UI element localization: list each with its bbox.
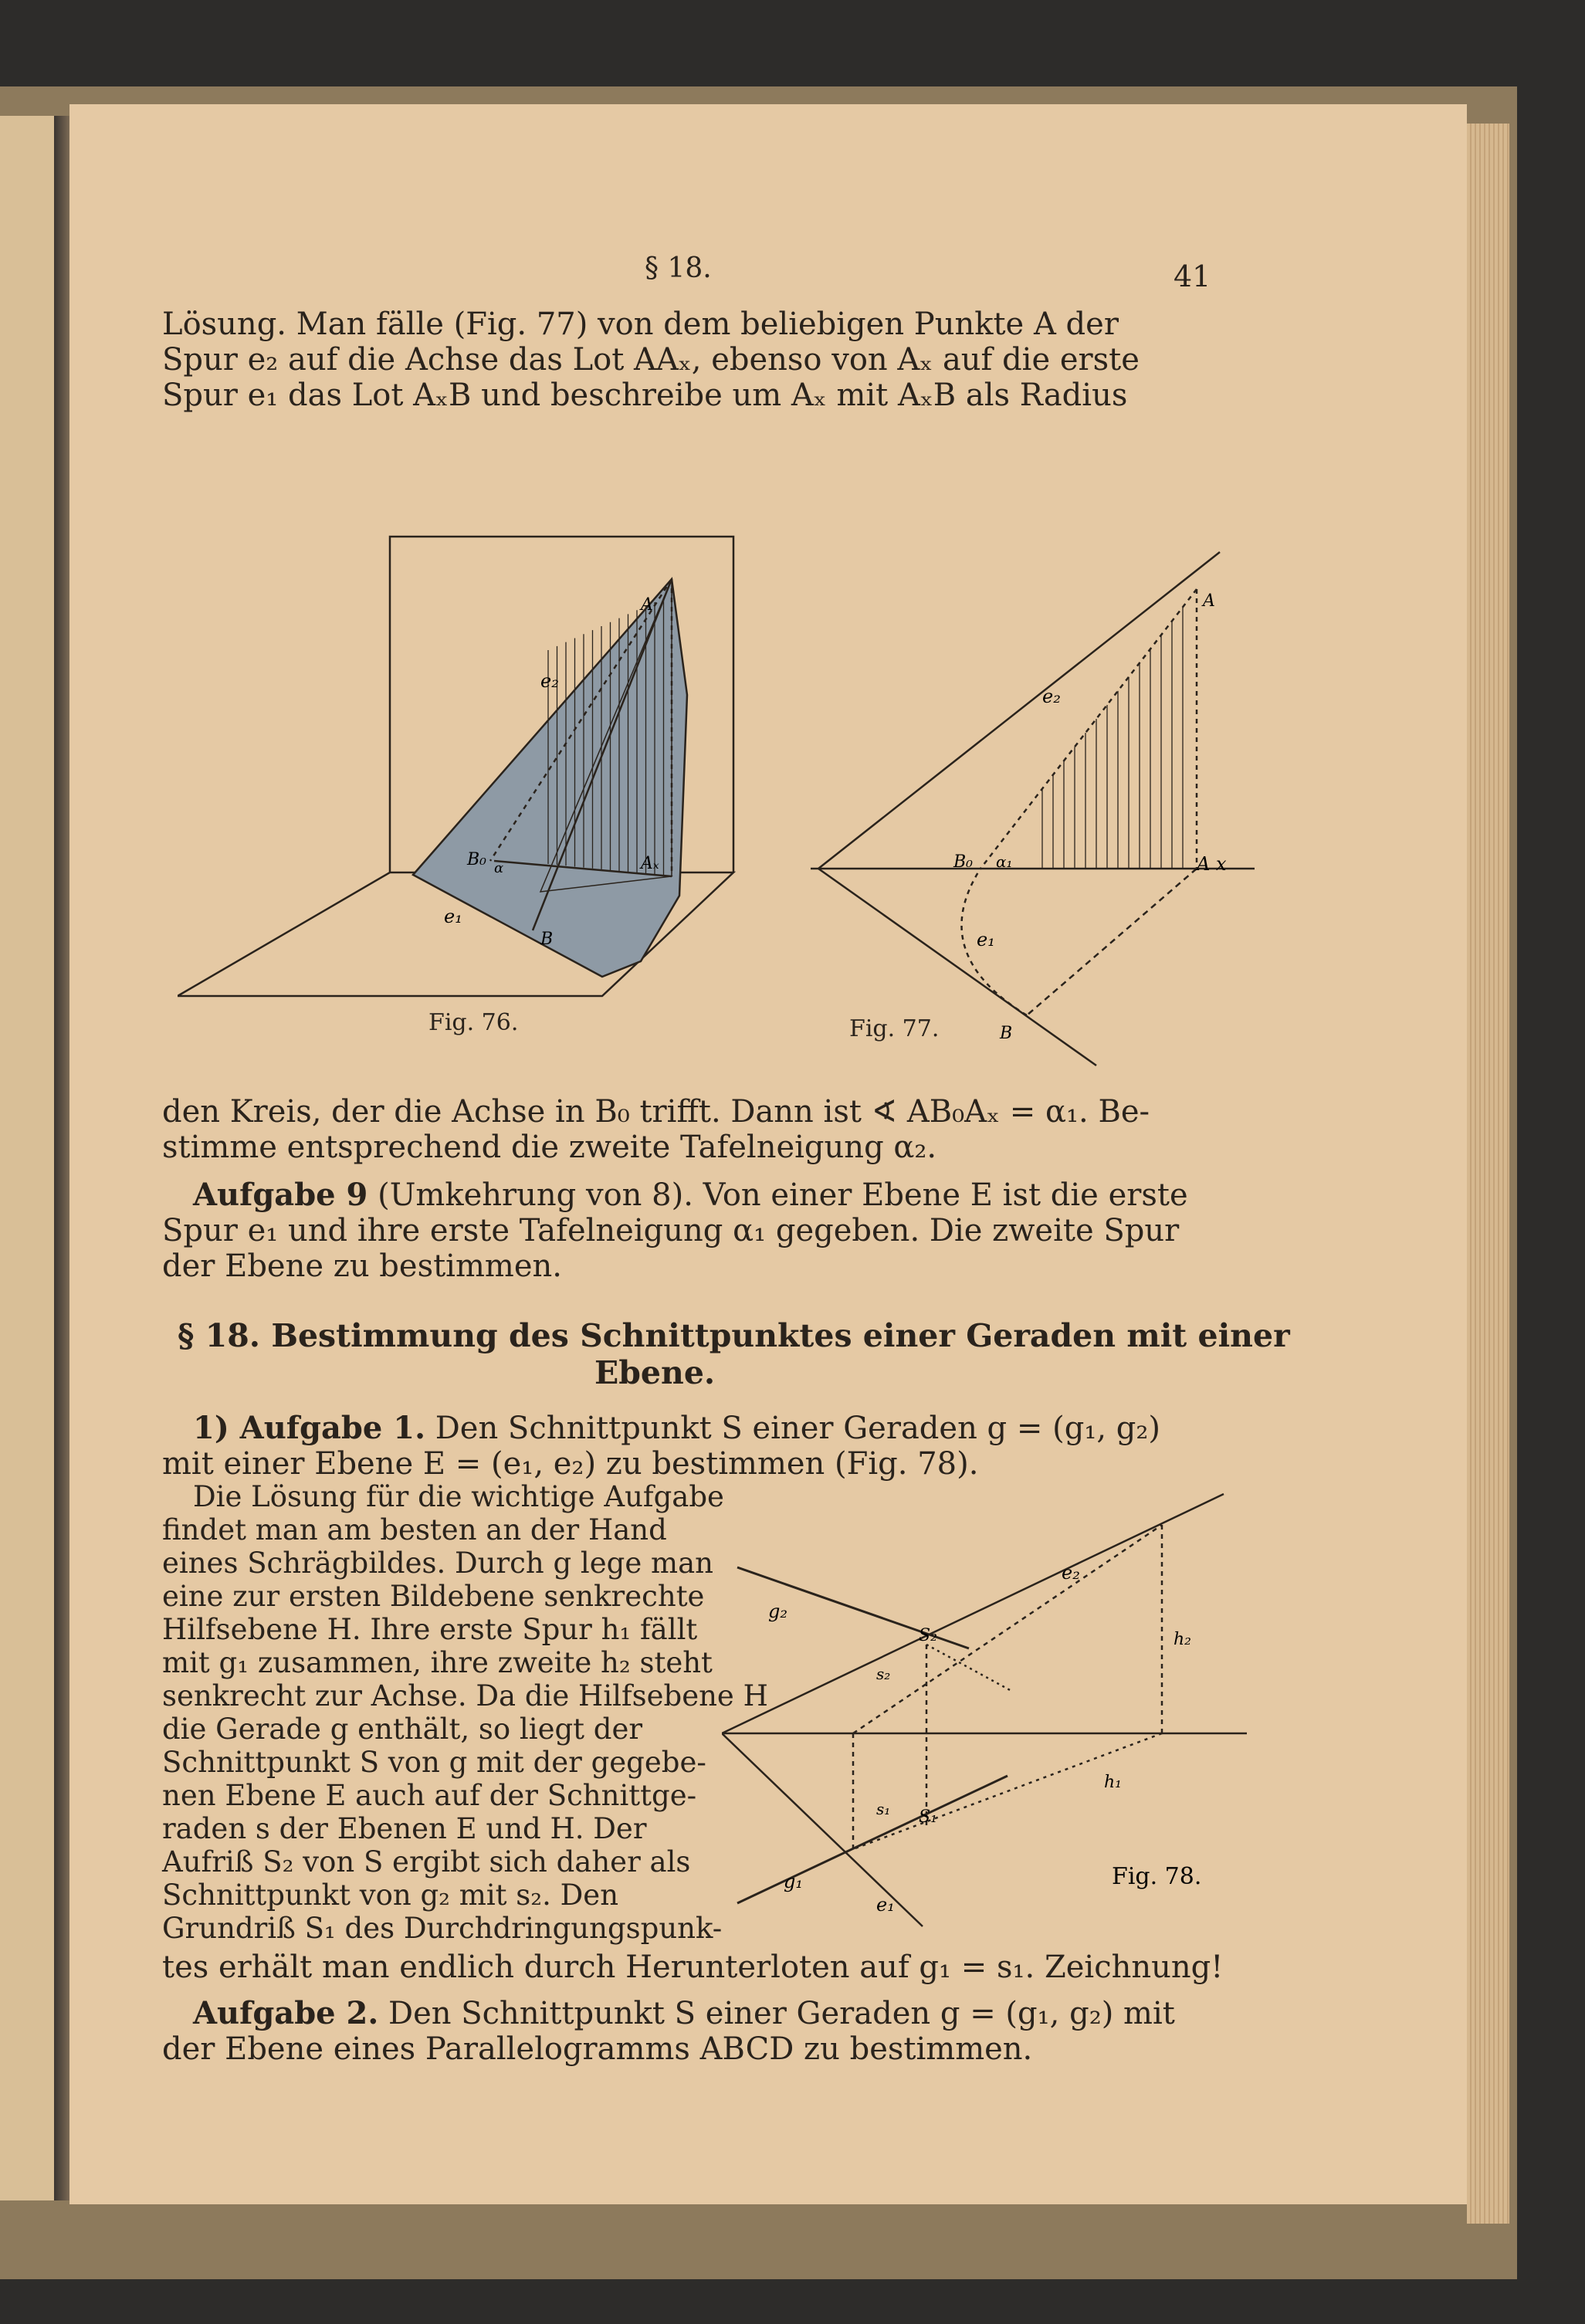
aufgabe9-line-1-text: (Umkehrung von 8). Von einer Ebene E ist die erste [367, 1177, 1188, 1213]
fig78-dotted-line [926, 1645, 1011, 1691]
aufgabe1-narrow-2: findet man am besten an der Hand [162, 1513, 667, 1547]
aufgabe1-narrow-12: Aufriß S₂ von S ergibt sich daher als [162, 1845, 691, 1879]
fig76-label-ax: Aₓ [641, 854, 659, 873]
fig78-drawing [722, 1494, 1247, 1926]
running-header-section: § 18. [645, 252, 712, 284]
book-page [69, 104, 1467, 2204]
after-fig-line-1: den Kreis, der die Achse in B₀ trifft. Dann ist ∢ AB₀Aₓ = α₁. Be- [162, 1094, 1150, 1130]
fig78-e2-line [722, 1494, 1224, 1733]
aufgabe9-line-2: Spur e₁ und ihre erste Tafelneigung α₁ gegeben. Die zweite Spur [162, 1213, 1180, 1248]
fig77-label-ax: A x [1197, 853, 1227, 875]
left-page-edge [0, 116, 54, 2200]
fig77-drawing [811, 552, 1255, 1065]
aufgabe1-narrow-8: die Gerade g enthält, so liegt der [162, 1713, 643, 1746]
figure-77 [811, 429, 1274, 1077]
after-fig-line-2: stimme entsprechend die zweite Tafelneigung α₂. [162, 1130, 937, 1165]
aufgabe1-line-1 [193, 1411, 1160, 1446]
page-number: 41 [1174, 259, 1211, 293]
aufgabe1-line-2: mit einer Ebene E = (e₁, e₂) zu bestimmen (Fig. 78). [162, 1446, 979, 1482]
aufgabe1-narrow-10: nen Ebene E auch auf der Schnittge- [162, 1779, 697, 1812]
fig77-label-e1: e₁ [977, 929, 995, 950]
page-stack-edge [1467, 124, 1509, 2224]
fig78-label-e2: e₂ [1062, 1562, 1080, 1584]
aufgabe2-line-2: der Ebene eines Parallelogramms ABCD zu bestimmen. [162, 2031, 1033, 2067]
fig76-label-e1: e₁ [444, 906, 462, 927]
aufgabe1-narrow-5: Hilfsebene H. Ihre erste Spur h₁ fällt [162, 1613, 698, 1646]
fig76-label-e2: e₂ [540, 670, 559, 692]
fig76-label-b: B [540, 930, 554, 949]
fig78-g1-line [737, 1776, 1008, 1903]
fig78-label-e1: e₁ [876, 1894, 895, 1916]
aufgabe9-line-1 [193, 1177, 1188, 1213]
fig78-label-s1: S₁ [919, 1807, 937, 1827]
fig77-e2-line [818, 552, 1220, 869]
fig77-dashed-line [980, 589, 1197, 869]
fig78-label-h1: h₁ [1104, 1773, 1122, 1792]
aufgabe1-narrow-14: Grundriß S₁ des Durchdringungspunk- [162, 1912, 723, 1945]
aufgabe1-narrow-6: mit g₁ zusammen, ihre zweite h₂ steht [162, 1646, 713, 1679]
fig78-s2-line [853, 1525, 1162, 1733]
figure-78 [722, 1479, 1262, 1957]
section-heading-line-1: § 18. Bestimmung des Schnittpunktes einer Geraden mit einer [178, 1317, 1290, 1354]
fig77-label-e2: e₂ [1042, 686, 1061, 707]
fig77-label-b: B [1000, 1024, 1013, 1043]
intro-line-3: Spur e₁ das Lot AₓB und beschreibe um Aₓ mit AₓB als Radius [162, 378, 1128, 413]
fig78-label-s1small: s₁ [876, 1800, 891, 1818]
fig76-label-b0: B₀ [467, 850, 486, 869]
fig78-label-s2: S₂ [919, 1626, 937, 1645]
fig78-label-h2: h₂ [1174, 1630, 1191, 1649]
figure-77-caption: Fig. 77. [849, 1015, 940, 1042]
book-gutter [54, 116, 69, 2200]
aufgabe1-line-1-text: Den Schnittpunkt S einer Geraden g = (g₁, g₂) [425, 1411, 1161, 1446]
fig77-label-a: A [1203, 591, 1215, 611]
aufgabe1-narrow-11: raden s der Ebenen E und H. Der [162, 1812, 647, 1845]
fig77-label-b0: B₀ [953, 852, 973, 872]
figure-76-caption: Fig. 76. [428, 1009, 519, 1036]
fig78-label-s2small: s₂ [876, 1665, 891, 1683]
aufgabe1-narrow-9: Schnittpunkt S von g mit der gegebe- [162, 1746, 706, 1779]
aufgabe1-label: 1) Aufgabe 1. [193, 1410, 425, 1446]
section-heading-line-2: Ebene. [594, 1354, 716, 1391]
aufgabe2-line-1 [193, 1996, 1175, 2031]
intro-line-1: Lösung. Man fälle (Fig. 77) von dem beliebigen Punkte A der [162, 307, 1119, 342]
aufgabe9-line-3: der Ebene zu bestimmen. [162, 1248, 562, 1284]
aufgabe2-line-1-text: Den Schnittpunkt S einer Geraden g = (g₁, g₂) mit [378, 1996, 1175, 2031]
figure-78-caption: Fig. 78. [1112, 1863, 1202, 1890]
fig77-dashed-b [1027, 869, 1197, 1015]
aufgabe1-narrow-13: Schnittpunkt von g₂ mit s₂. Den [162, 1879, 619, 1912]
fig76-label-alpha: α [494, 860, 504, 876]
aufgabe2-label: Aufgabe 2. [193, 1995, 379, 2031]
fig78-label-g2: g₂ [768, 1601, 787, 1622]
aufgabe1-narrow-3: eines Schrägbildes. Durch g lege man [162, 1547, 713, 1580]
fig77-label-alpha: α₁ [996, 852, 1013, 871]
aufgabe1-narrow-7: senkrecht zur Achse. Da die Hilfsebene H [162, 1679, 768, 1713]
fig76-label-a: A [641, 595, 653, 615]
aufgabe9-label: Aufgabe 9 [193, 1177, 368, 1213]
aufgabe1-narrow-4: eine zur ersten Bildebene senkrechte [162, 1580, 705, 1613]
fig78-label-g1: g₁ [784, 1871, 803, 1892]
aufgabe1-last: tes erhält man endlich durch Herunterloten auf g₁ = s₁. Zeichnung! [162, 1950, 1224, 1985]
figure-76 [178, 429, 811, 1015]
intro-line-2: Spur e₂ auf die Achse das Lot AAₓ, ebenso von Aₓ auf die erste [162, 342, 1140, 378]
aufgabe1-narrow-1: Die Lösung für die wichtige Aufgabe [193, 1480, 724, 1513]
